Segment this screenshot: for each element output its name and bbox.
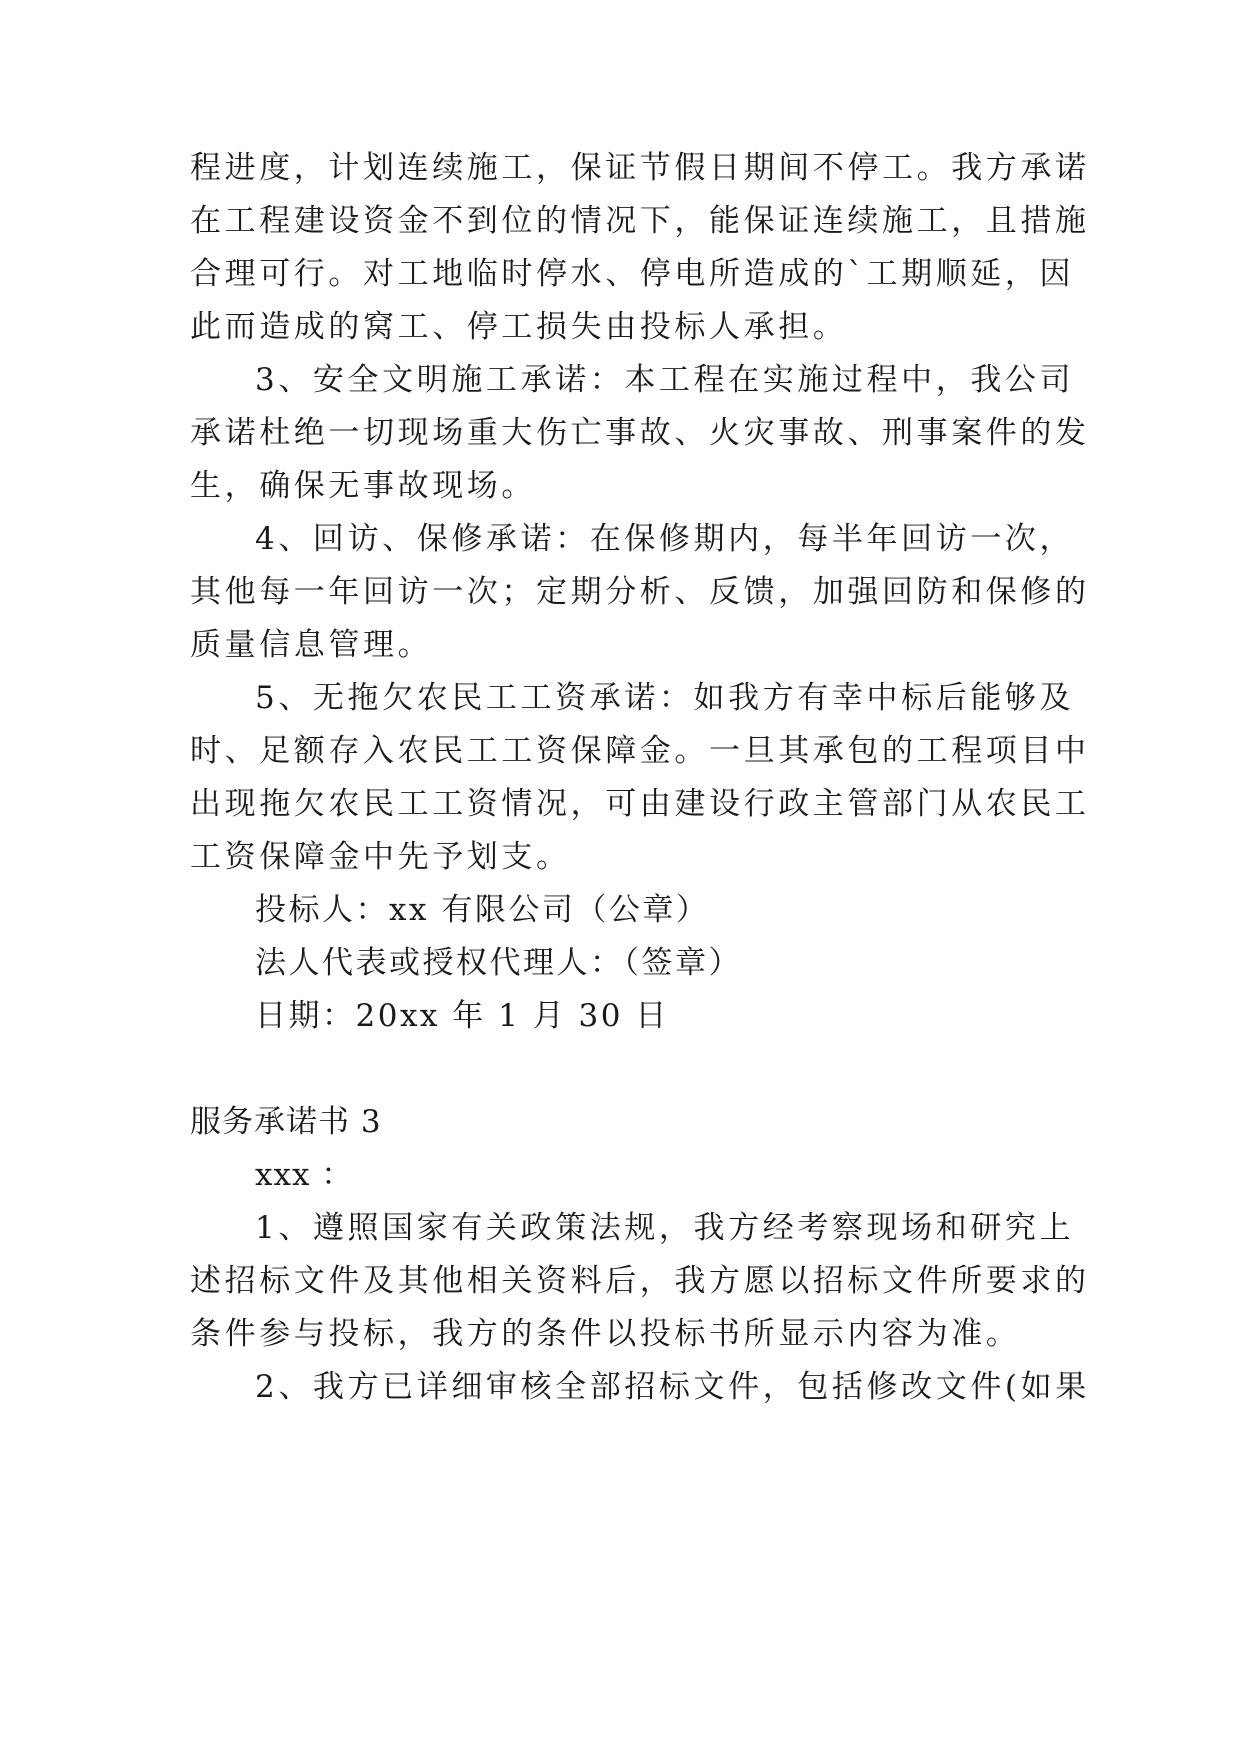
section-title: 服务承诺书 3 (190, 1104, 382, 1140)
item-4-line: 4、回访、保修承诺：在保修期内，每半年回访一次， (255, 521, 1075, 557)
bidder-line: 投标人：xx 有限公司（公章） (255, 892, 710, 928)
item-4-line: 质量信息管理。 (190, 627, 433, 663)
item-5-line: 出现拖欠农民工工资情况，可由建设行政主管部门从农民工 (190, 786, 1090, 822)
section3-item-1-line: 条件参与投标，我方的条件以投标书所显示内容为准。 (190, 1316, 1021, 1352)
item-5-line: 工资保障金中先予划支。 (190, 839, 571, 875)
item-5-line: 5、无拖欠农民工工资承诺：如我方有幸中标后能够及 (255, 680, 1075, 716)
date-line: 日期：20xx 年 1 月 30 日 (255, 998, 669, 1034)
item-5-line: 时、足额存入农民工工资保障金。一旦其承包的工程项目中 (190, 733, 1090, 769)
paragraph-line: 此而造成的窝工、停工损失由投标人承担。 (190, 309, 848, 345)
item-4-line: 其他每一年回访一次；定期分析、反馈，加强回防和保修的 (190, 574, 1090, 610)
paragraph-line: 程进度，计划连续施工，保证节假日期间不停工。我方承诺 (190, 150, 1090, 186)
representative-line: 法人代表或授权代理人：（签章） (255, 945, 742, 981)
paragraph-line: 在工程建设资金不到位的情况下，能保证连续施工，且措施 (190, 203, 1090, 239)
section3-item-1-line: 述招标文件及其他相关资料后，我方愿以招标文件所要求的 (190, 1263, 1090, 1299)
item-3-line: 生，确保无事故现场。 (190, 468, 536, 504)
item-3-line: 承诺杜绝一切现场重大伤亡事故、火灾事故、刑事案件的发 (190, 415, 1090, 451)
paragraph-line: 合理可行。对工地临时停水、停电所造成的`工期顺延，因 (190, 256, 1075, 292)
section3-item-1-line: 1、遵照国家有关政策法规，我方经考察现场和研究上 (255, 1210, 1075, 1246)
item-3-line: 3、安全文明施工承诺：本工程在实施过程中，我公司 (255, 362, 1075, 398)
section3-item-2-line: 2、我方已详细审核全部招标文件，包括修改文件(如果 (255, 1369, 1090, 1405)
salutation: xxx ： (255, 1157, 354, 1193)
